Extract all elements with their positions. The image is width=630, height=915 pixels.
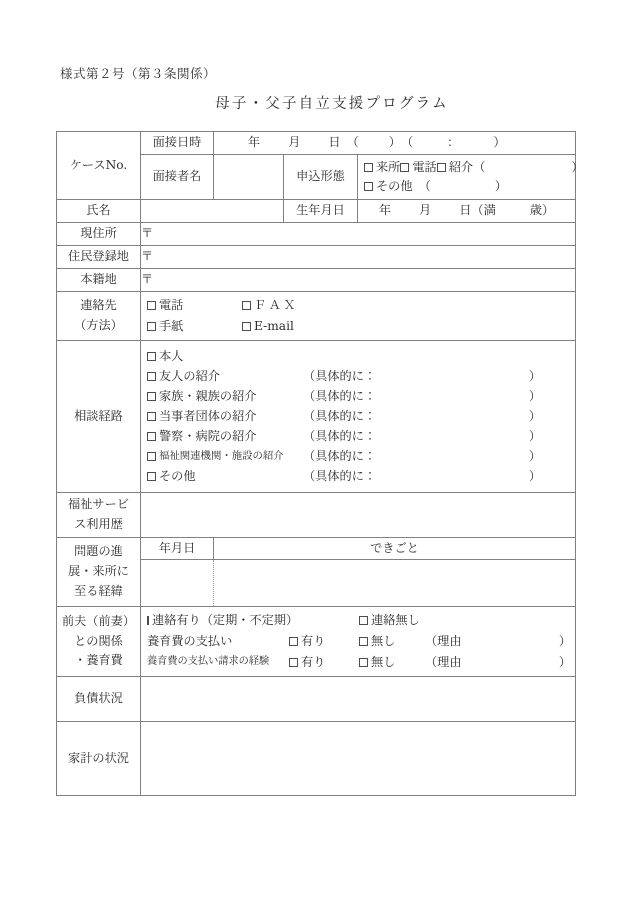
table-row-welfare-service-history: [57, 493, 576, 538]
domicile-value-cell[interactable]: [141, 269, 576, 292]
birth-date-label: 生年月日: [296, 203, 345, 218]
route-option-other[interactable]: [147, 468, 303, 486]
ex-spouse-row-claim-experience: [147, 652, 575, 673]
ex-spouse-support-payment-no[interactable]: [359, 633, 425, 651]
route-detail-close: ）: [528, 468, 541, 483]
route-detail-close: ）: [528, 448, 541, 463]
application-option-other-close: ）: [494, 178, 508, 193]
checkbox-icon[interactable]: [359, 658, 368, 667]
ex-spouse-label-line3: ・養育費: [74, 653, 123, 668]
checkbox-icon[interactable]: [147, 472, 156, 481]
table-row-debt-status: [57, 677, 576, 722]
ex-spouse-contact-no-label: 連絡無し: [371, 612, 420, 627]
contact-method-row-1: [147, 295, 575, 316]
ex-spouse-options-cell[interactable]: [141, 607, 576, 677]
route-detail-close: ）: [528, 408, 541, 423]
contact-option-phone-label: 電話: [159, 297, 184, 312]
ex-spouse-support-payment-label: 養育費の支払い: [147, 633, 233, 648]
current-address-label: 現住所: [80, 226, 117, 241]
contact-option-email-label: E-mail: [254, 318, 294, 333]
route-detail-open: （具体的に：: [303, 448, 377, 463]
problem-progress-date-header-cell: [141, 538, 214, 560]
interview-datetime-label: 面接日時: [152, 135, 202, 150]
ex-spouse-row-support-payment: [147, 631, 575, 652]
table-row-resident-registration: [57, 246, 576, 269]
checkbox-icon[interactable]: [147, 352, 156, 361]
ex-spouse-label-cell: [57, 607, 141, 677]
problem-progress-label-line2: 展・来所に: [68, 564, 129, 579]
interview-datetime-label-cell: [141, 132, 214, 155]
route-option-other-label: その他: [159, 468, 196, 483]
domicile-label: 本籍地: [80, 272, 117, 287]
route-option-police-hospital[interactable]: [147, 428, 303, 446]
contact-method-options: [141, 292, 575, 340]
consultation-route-item[interactable]: [147, 467, 575, 487]
contact-option-fax-label: ＦＡＸ: [254, 297, 299, 312]
ex-spouse-claim-experience-label: 養育費の支払い請求の経験: [147, 656, 270, 668]
application-type-row-1: [364, 158, 584, 177]
problem-progress-date-value-cell[interactable]: [141, 560, 214, 607]
contact-option-letter[interactable]: [147, 318, 242, 336]
interviewer-name-label: 面接者名: [152, 169, 202, 184]
contact-option-letter-label: 手紙: [159, 318, 184, 333]
route-option-family[interactable]: [147, 388, 303, 406]
checkbox-icon[interactable]: [147, 301, 156, 310]
table-row-interview-datetime: [57, 132, 576, 155]
checkbox-icon[interactable]: [147, 432, 156, 441]
application-option-referral[interactable]: [437, 159, 584, 177]
ex-spouse-support-payment-yes[interactable]: [289, 633, 359, 651]
interview-weekday-close: ）: [388, 135, 401, 150]
ex-spouse-support-payment-yes-label: 有り: [301, 633, 326, 648]
application-option-visit[interactable]: [364, 159, 400, 177]
ex-spouse-reason-open: （理由: [425, 654, 462, 669]
route-option-self[interactable]: [147, 348, 303, 366]
checkbox-icon[interactable]: [147, 392, 156, 401]
interviewer-name-value-cell[interactable]: [214, 155, 284, 200]
welfare-service-label-line2: ス利用歴: [74, 517, 123, 531]
postal-mark-icon: 〒: [141, 226, 154, 241]
table-row-contact-method: [57, 292, 576, 341]
ex-spouse-claim-experience-yes[interactable]: [289, 654, 359, 672]
household-finance-label-cell: [57, 722, 141, 796]
ex-spouse-support-payment-no-label: 無し: [371, 633, 396, 648]
interview-time-open: （: [400, 135, 414, 150]
application-option-phone-label: 電話: [412, 159, 437, 174]
welfare-service-label-line1: 福祉サービ: [68, 497, 129, 512]
ex-spouse-claim-experience-label-wrap: [147, 655, 289, 670]
route-option-party-group[interactable]: [147, 408, 303, 426]
birth-year: 年: [378, 203, 392, 218]
welfare-service-value-cell[interactable]: [141, 493, 576, 538]
consultation-route-item[interactable]: [147, 387, 575, 407]
application-option-visit-label: 来所: [376, 159, 401, 174]
case-no-label: ケースNo.: [69, 157, 128, 172]
interview-day: 日: [328, 135, 341, 150]
route-option-police-hospital-label: 警察・病院の紹介: [159, 428, 257, 443]
contact-method-label-line1: 連絡先: [80, 298, 117, 313]
problem-progress-date-header: 年月日: [158, 541, 196, 555]
program-form-table: [56, 131, 584, 796]
route-option-family-label: 家族・親族の紹介: [159, 388, 257, 403]
ex-spouse-options: [141, 607, 575, 676]
name-label-cell: [57, 200, 141, 223]
route-detail-family[interactable]: [303, 388, 543, 406]
interview-year: 年: [248, 135, 261, 150]
table-row-domicile: [57, 269, 576, 292]
problem-progress-event-header-cell: [214, 538, 576, 560]
consultation-route-list: [141, 342, 575, 492]
ex-spouse-reason-open: （理由: [425, 633, 462, 648]
route-detail-other[interactable]: [303, 468, 543, 486]
application-option-referral-close: ）: [571, 159, 584, 174]
application-type-row-2: [364, 177, 575, 196]
ex-spouse-reason-close: ）: [558, 654, 571, 669]
application-type-label-cell: [284, 155, 358, 200]
name-label: 氏名: [86, 203, 111, 218]
birth-date-value-cell[interactable]: [358, 200, 576, 223]
table-row-name-birth: [57, 200, 576, 223]
debt-status-value-cell[interactable]: [141, 677, 576, 722]
interview-time-close: ）: [493, 135, 506, 150]
page-title: 母子・父子自立支援プログラム: [215, 96, 449, 112]
checkbox-icon[interactable]: [359, 616, 368, 625]
birth-date-label-cell: [284, 200, 358, 223]
application-option-referral-label: 紹介（: [448, 159, 486, 174]
debt-status-label: 負債状況: [74, 691, 123, 706]
checkbox-icon[interactable]: [242, 322, 251, 331]
route-option-party-group-label: 当事者団体の紹介: [159, 408, 257, 423]
ex-spouse-support-payment-label-wrap: [147, 633, 289, 651]
contact-method-options-cell[interactable]: [141, 292, 576, 341]
ex-spouse-claim-experience-no[interactable]: [359, 654, 425, 672]
interviewer-name-label-cell: [141, 155, 214, 200]
table-row-ex-spouse: [57, 607, 576, 677]
checkbox-icon[interactable]: [437, 163, 446, 172]
route-option-welfare-agency-label: 福祉関連機関・施設の紹介: [159, 449, 284, 462]
contact-option-phone[interactable]: [147, 297, 242, 315]
ex-spouse-support-payment-reason[interactable]: [425, 633, 575, 651]
ex-spouse-claim-experience-yes-label: 有り: [301, 654, 326, 669]
welfare-service-label-cell: [57, 493, 141, 538]
resident-registration-value-cell[interactable]: [141, 246, 576, 269]
application-type-options: [358, 155, 584, 199]
household-finance-value-cell[interactable]: [141, 722, 576, 796]
problem-progress-event-header: できごと: [370, 541, 419, 555]
application-option-phone[interactable]: [400, 159, 436, 177]
domicile-label-cell: [57, 269, 141, 292]
application-type-options-cell[interactable]: [358, 155, 584, 200]
interview-weekday-open: （: [346, 135, 359, 150]
debt-status-label-cell: [57, 677, 141, 722]
table-row-consultation-route: [57, 341, 576, 493]
checkbox-icon[interactable]: [359, 637, 368, 646]
resident-registration-label-cell: [57, 246, 141, 269]
contact-option-fax[interactable]: [242, 297, 298, 315]
checkbox-icon[interactable]: [147, 412, 156, 421]
problem-progress-event-value-cell[interactable]: [214, 560, 576, 607]
interview-time-colon: ：: [447, 135, 460, 150]
problem-progress-label-cell: [57, 538, 141, 607]
ex-spouse-contact-yes-label: 連絡有り（定期・不定期）: [152, 612, 299, 627]
ex-spouse-label-line1: 前夫（前妻）: [61, 613, 136, 628]
route-option-friend[interactable]: [147, 368, 303, 386]
checkbox-icon[interactable]: [147, 372, 156, 381]
problem-progress-label-line3: 至る経緯: [74, 583, 123, 598]
consultation-route-item[interactable]: [147, 367, 575, 387]
route-detail-close: ）: [528, 388, 541, 403]
resident-registration-label: 住民登録地: [68, 249, 129, 264]
table-row-household-finance: [57, 722, 576, 796]
checkbox-icon[interactable]: [289, 637, 298, 646]
name-value-cell[interactable]: [141, 200, 284, 223]
contact-option-email[interactable]: [242, 318, 294, 336]
birth-day: 日（満: [459, 203, 496, 218]
ex-spouse-contact-yes[interactable]: [147, 612, 299, 630]
route-detail-police-hospital[interactable]: [303, 428, 543, 446]
ex-spouse-claim-experience-reason[interactable]: [425, 654, 575, 672]
checkbox-icon[interactable]: [147, 452, 156, 461]
contact-method-row-2: [147, 316, 575, 337]
checkbox-icon[interactable]: [364, 163, 373, 172]
checkbox-icon[interactable]: [400, 163, 409, 172]
postal-mark-icon: 〒: [141, 272, 154, 287]
consultation-route-item[interactable]: [147, 407, 575, 427]
ex-spouse-claim-experience-no-label: 無し: [371, 654, 396, 669]
table-row-problem-progress-header: [57, 538, 576, 560]
route-detail-close: ）: [528, 428, 541, 443]
checkbox-icon[interactable]: [242, 301, 251, 310]
birth-date-line: [358, 202, 575, 220]
route-option-self-label: 本人: [159, 348, 184, 363]
ex-spouse-reason-close: ）: [558, 633, 571, 648]
application-option-other[interactable]: [364, 178, 507, 196]
interview-month: 月: [288, 135, 301, 150]
consultation-route-label-cell: [57, 341, 141, 493]
application-option-other-label: その他 （: [376, 178, 431, 193]
contact-method-label-cell: [57, 292, 141, 341]
route-detail-close: ）: [528, 368, 541, 383]
route-detail-open: （具体的に：: [303, 468, 377, 483]
contact-method-label-line2: （方法）: [74, 318, 123, 332]
household-finance-label: 家計の状況: [68, 750, 129, 765]
consultation-route-item[interactable]: [147, 447, 575, 467]
ex-spouse-label-line2: との関係: [74, 633, 123, 648]
checkbox-icon[interactable]: [289, 658, 298, 667]
consultation-route-label: 相談経路: [74, 408, 123, 423]
route-detail-open: （具体的に：: [303, 388, 377, 403]
postal-mark-icon: 〒: [141, 249, 154, 264]
route-option-friend-label: 友人の紹介: [159, 368, 220, 383]
consultation-route-item[interactable]: [147, 347, 575, 367]
checkbox-icon[interactable]: [364, 182, 373, 191]
ex-spouse-row-contact: [147, 610, 575, 631]
table-row-current-address: [57, 223, 576, 246]
checkbox-icon[interactable]: [147, 322, 156, 331]
form-number: 様式第２号（第３条関係）: [60, 66, 217, 81]
consultation-route-item[interactable]: [147, 427, 575, 447]
route-detail-open: （具体的に：: [303, 428, 377, 443]
interview-datetime-line: [214, 134, 575, 152]
case-no-label-cell: [57, 132, 141, 200]
application-type-label: 申込形態: [296, 169, 345, 184]
ex-spouse-contact-no[interactable]: [359, 612, 425, 630]
consultation-route-options-cell[interactable]: [141, 341, 576, 493]
current-address-label-cell: [57, 223, 141, 246]
route-detail-open: （具体的に：: [303, 368, 377, 383]
birth-month: 月: [419, 203, 432, 218]
route-detail-welfare-agency[interactable]: [303, 448, 543, 466]
interview-datetime-value-cell[interactable]: [214, 132, 576, 155]
birth-age-close: 歳）: [529, 203, 555, 218]
current-address-value-cell[interactable]: [141, 223, 576, 246]
route-detail-friend[interactable]: [303, 368, 543, 386]
route-detail-open: （具体的に：: [303, 408, 377, 423]
problem-progress-label-line1: 問題の進: [74, 544, 123, 559]
route-detail-party-group[interactable]: [303, 408, 543, 426]
checkbox-icon[interactable]: [147, 616, 149, 625]
route-option-welfare-agency[interactable]: [147, 449, 303, 464]
